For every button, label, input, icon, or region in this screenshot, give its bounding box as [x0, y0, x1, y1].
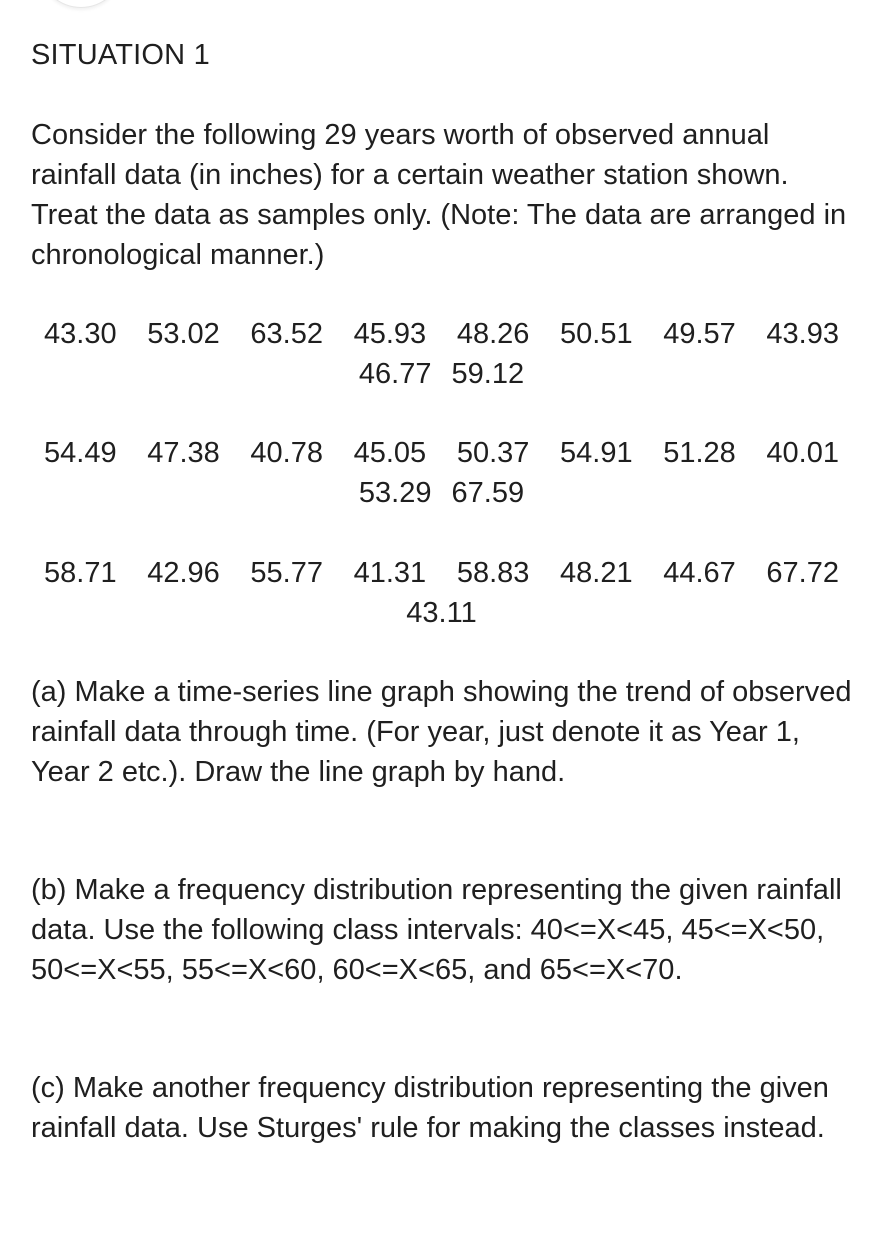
- data-row: [44, 433, 839, 473]
- data-value: 40.01: [766, 437, 839, 469]
- data-value: 48.26: [456, 318, 530, 350]
- data-value: 46.77: [358, 358, 432, 390]
- problem-intro: [31, 115, 861, 275]
- data-value: 43.93: [766, 318, 839, 350]
- question-part-c: [31, 1068, 861, 1148]
- data-value: 49.57: [663, 318, 736, 350]
- data-value: 53.29: [358, 477, 432, 509]
- data-value: 67.59: [451, 477, 525, 509]
- intro-text: Consider the following 29 years worth of observed annual rainfall data (in inches) for a certain weather station shown. Treat the data as samples only. (Note: The data are arranged in chronological manner.): [31, 119, 847, 271]
- data-value: 59.12: [451, 358, 525, 390]
- data-row-continued: [44, 473, 839, 513]
- data-value: 58.71: [44, 557, 117, 589]
- question-part-a: [31, 672, 861, 792]
- part-c-text: (c) Make another frequency distribution representing the given rainfall data. Use Sturges' rule for making the classes instead.: [31, 1072, 829, 1144]
- data-value: 43.30: [44, 318, 117, 350]
- data-row: [44, 314, 839, 354]
- data-value: 40.78: [250, 437, 323, 469]
- data-value: 43.11: [406, 597, 477, 629]
- data-value: 54.91: [560, 437, 633, 469]
- data-value: 51.28: [663, 437, 736, 469]
- data-value: 48.21: [560, 557, 633, 589]
- data-value: 45.93: [353, 318, 427, 350]
- situation-heading: SITUATION 1: [31, 39, 210, 71]
- data-value: 54.49: [44, 437, 117, 469]
- data-value: 53.02: [147, 318, 220, 350]
- data-value: 67.72: [766, 557, 839, 589]
- data-value: 44.67: [663, 557, 736, 589]
- data-value: 41.31: [353, 557, 427, 589]
- part-a-text: (a) Make a time-series line graph showing the trend of observed rainfall data through time. (For year, just denote it as Year 1, Year 2 etc.). Draw the line graph by hand.: [31, 676, 852, 788]
- data-value: 50.51: [560, 318, 633, 350]
- data-value: 42.96: [147, 557, 220, 589]
- top-avatar-edge: [40, 0, 122, 8]
- data-value: 58.83: [456, 557, 530, 589]
- data-value: 55.77: [250, 557, 323, 589]
- question-part-b: [31, 870, 861, 990]
- part-b-text: (b) Make a frequency distribution representing the given rainfall data. Use the following class intervals: 40<=X<45, 45<=X<50, 50<=X<55, 55<=X<60, 60<=X<65, and 65<=X<70.: [31, 874, 842, 986]
- data-row-continued: [44, 354, 839, 394]
- data-group-2: [44, 433, 844, 513]
- data-value: 63.52: [250, 318, 323, 350]
- data-value: 45.05: [353, 437, 427, 469]
- data-row-continued: [44, 593, 839, 633]
- data-group-3: [44, 553, 844, 633]
- data-value: 47.38: [147, 437, 220, 469]
- data-group-1: [44, 314, 844, 394]
- data-value: 50.37: [456, 437, 530, 469]
- data-row: [44, 553, 839, 593]
